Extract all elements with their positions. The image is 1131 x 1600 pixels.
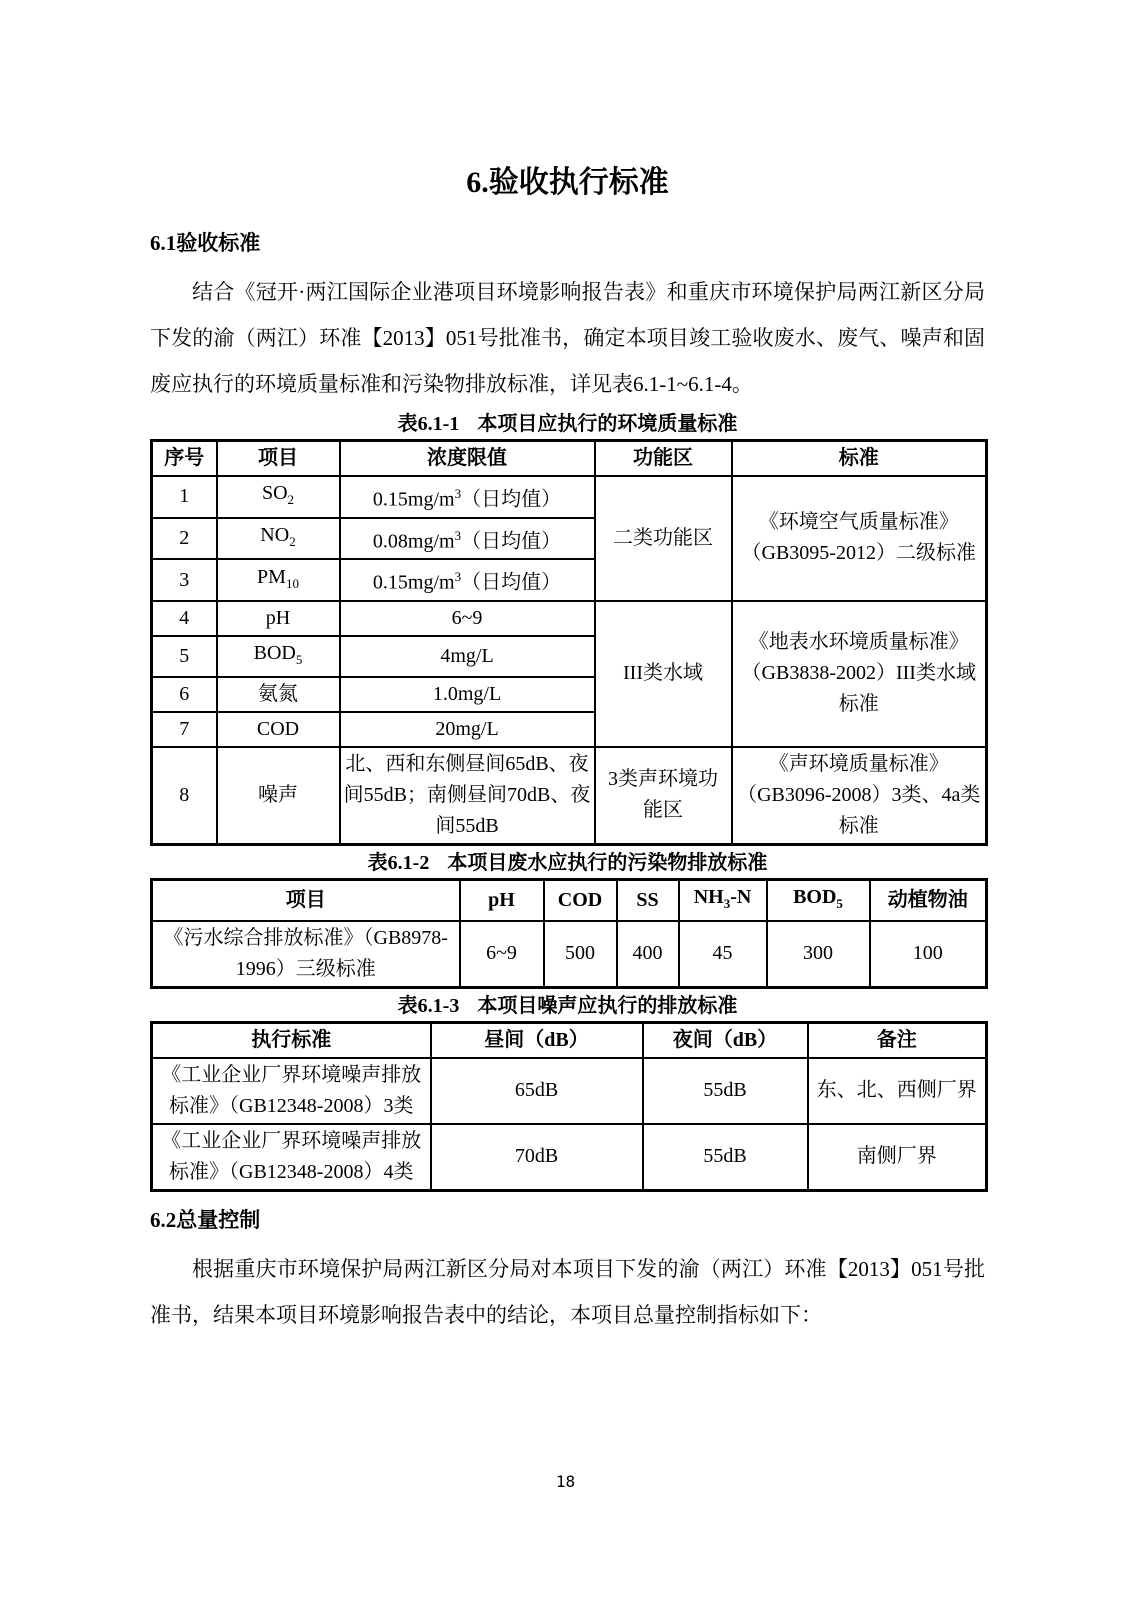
- item-subscript: 10: [285, 575, 299, 591]
- t3-header-standard: 执行标准: [152, 1022, 431, 1058]
- t2-row-cod: 500: [544, 921, 617, 988]
- limit-text: 0.08mg/m: [372, 530, 455, 553]
- t1-r7-no: 7: [152, 712, 217, 747]
- t3-header-day: 昼间（dB）: [431, 1022, 643, 1058]
- t1-header-no: 序号: [152, 441, 217, 477]
- t1-r2-item: [217, 518, 340, 560]
- t3-r2-day: 70dB: [431, 1124, 643, 1191]
- t1-r8-item: 噪声: [217, 747, 340, 845]
- limit-suffix: （日均值）: [461, 488, 562, 511]
- t1-r6-limit: 1.0mg/L: [340, 677, 595, 712]
- table-6-1-3-caption-label: 表6.1-3: [397, 994, 460, 1017]
- table-6-1-1-caption-title: 本项目应执行的环境质量标准: [477, 413, 738, 435]
- header-suffix: -N: [730, 885, 752, 908]
- t1-standard-group-air: 《环境空气质量标准》（GB3095-2012）二级标准: [732, 476, 987, 601]
- page-title: 6.验收执行标准: [466, 166, 669, 199]
- t2-header-ss: SS: [617, 879, 679, 921]
- t1-r1-item: [217, 476, 340, 518]
- t1-r7-limit: 20mg/L: [340, 712, 595, 747]
- t1-r4-limit: 6~9: [340, 601, 595, 636]
- table-6-1-2-caption: [150, 851, 985, 875]
- table-row: [152, 476, 987, 518]
- t3-r2-night: 55dB: [643, 1124, 808, 1191]
- t1-r5-item: [217, 636, 340, 677]
- header-subscript: 5: [836, 895, 843, 911]
- header-subscript: 3: [723, 895, 731, 911]
- t1-standard-group-water: 《地表水环境质量标准》（GB3838-2002）III类水域标准: [732, 601, 987, 747]
- t3-r2-standard: 《工业企业厂界环境噪声排放标准》（GB12348-2008）4类: [152, 1124, 431, 1191]
- t1-r8-zone: 3类声环境功能区: [595, 747, 732, 845]
- limit-text: 0.15mg/m: [372, 488, 455, 511]
- table-6-1-3: [150, 1021, 988, 1192]
- t2-header-cod: COD: [544, 879, 617, 921]
- t2-row-ss: 400: [617, 921, 679, 988]
- table-6-1-1-caption-label: 表6.1-1: [397, 413, 460, 435]
- t1-r1-no: 1: [152, 476, 217, 518]
- header-text: BOD: [793, 885, 837, 908]
- t2-row-bod: 300: [767, 921, 870, 988]
- item-text: BOD: [253, 641, 296, 664]
- t1-zone-group-water: III类水域: [595, 601, 732, 747]
- t3-r1-note: 东、北、西侧厂界: [808, 1058, 987, 1124]
- t2-header-oil: 动植物油: [870, 879, 987, 921]
- t2-header-ph: pH: [460, 879, 544, 921]
- t1-r1-limit: [340, 476, 595, 518]
- t1-header-limit: 浓度限值: [340, 441, 595, 477]
- t3-r1-day: 65dB: [431, 1058, 643, 1124]
- table-6-1-1-caption: [150, 412, 985, 436]
- limit-suffix: （日均值）: [461, 571, 562, 594]
- limit-superscript: 3: [454, 486, 462, 501]
- t1-r2-limit: [340, 518, 595, 560]
- t1-r3-limit: [340, 559, 595, 601]
- table-row: [152, 1058, 987, 1124]
- item-subscript: 2: [287, 492, 295, 508]
- section-6-2-heading: 6.2总量控制: [150, 1207, 261, 1232]
- limit-text: 0.15mg/m: [372, 571, 455, 594]
- section-6-1-heading: 6.1验收标准: [150, 231, 261, 255]
- table-6-1-1: [150, 439, 988, 846]
- section-6-1-paragraph: 结合《冠开·两江国际企业港项目环境影响报告表》和重庆市环境保护局两江新区分局下发的渝（两江）环准【2013】051号批准书，确定本项目竣工验收废水、废气、噪声和固废应执行的环境质量标准和污染物排放标准，详见表6.1-1~6.1-4。: [150, 280, 985, 396]
- t1-r5-no: 5: [152, 636, 217, 677]
- t2-header-item: 项目: [152, 879, 460, 921]
- table-row: [152, 921, 987, 988]
- table-6-1-2-caption-label: 表6.1-2: [367, 851, 430, 874]
- page-number: 18: [555, 1472, 576, 1491]
- table-6-1-2-caption-title: 本项目废水应执行的污染物排放标准: [447, 851, 768, 874]
- item-subscript: 2: [289, 533, 296, 549]
- t3-header-night: 夜间（dB）: [643, 1022, 808, 1058]
- limit-superscript: 3: [454, 569, 462, 585]
- table-row: [152, 601, 987, 636]
- t1-header-item: 项目: [217, 441, 340, 477]
- t1-header-standard: 标准: [732, 441, 987, 477]
- t3-header-note: 备注: [808, 1022, 987, 1058]
- item-text: NO: [260, 523, 290, 546]
- t1-r4-item: pH: [217, 601, 340, 636]
- t1-zone-group-air: 二类功能区: [595, 476, 732, 601]
- t1-r8-no: 8: [152, 747, 217, 845]
- t1-r4-no: 4: [152, 601, 217, 636]
- t1-r6-no: 6: [152, 677, 217, 712]
- table-6-1-3-caption-title: 本项目噪声应执行的排放标准: [477, 994, 738, 1017]
- t1-r8-standard: 《声环境质量标准》（GB3096-2008）3类、4a类标准: [732, 747, 987, 845]
- table-row: [152, 747, 987, 845]
- table-6-1-3-caption: [150, 994, 985, 1018]
- item-subscript: 5: [295, 651, 303, 667]
- t3-r2-note: 南侧厂界: [808, 1124, 987, 1191]
- t1-r3-no: 3: [152, 559, 217, 601]
- t2-header-bod: [767, 879, 870, 921]
- item-text: SO: [261, 482, 288, 505]
- item-text: PM: [257, 565, 286, 588]
- table-row: [152, 1022, 987, 1058]
- t2-row-item: 《污水综合排放标准》（GB8978-1996）三级标准: [152, 921, 460, 988]
- t2-row-ph: 6~9: [460, 921, 544, 988]
- t1-r8-limit: 北、西和东侧昼间65dB、夜间55dB；南侧昼间70dB、夜间55dB: [340, 747, 595, 845]
- table-6-1-2: [150, 878, 988, 989]
- t3-r1-standard: 《工业企业厂界环境噪声排放标准》（GB12348-2008）3类: [152, 1058, 431, 1124]
- t1-r7-item: COD: [217, 712, 340, 747]
- t3-r1-night: 55dB: [643, 1058, 808, 1124]
- t1-r6-item: 氨氮: [217, 677, 340, 712]
- t1-r2-no: 2: [152, 518, 217, 560]
- t1-header-zone: 功能区: [595, 441, 732, 477]
- t1-r5-limit: 4mg/L: [340, 636, 595, 677]
- table-row: [152, 441, 987, 477]
- header-text: NH: [693, 885, 724, 908]
- t2-header-nh3n: [679, 879, 767, 921]
- limit-suffix: （日均值）: [461, 530, 562, 553]
- table-row: [152, 879, 987, 921]
- t2-row-nh3n: 45: [679, 921, 767, 988]
- limit-superscript: 3: [454, 527, 462, 543]
- table-row: [152, 1124, 987, 1191]
- section-6-2-paragraph: 根据重庆市环境保护局两江新区分局对本项目下发的渝（两江）环准【2013】051号批准书，结果本项目环境影响报告表中的结论，本项目总量控制指标如下：: [150, 1256, 985, 1327]
- t1-r3-item: [217, 559, 340, 601]
- t2-row-oil: 100: [870, 921, 987, 988]
